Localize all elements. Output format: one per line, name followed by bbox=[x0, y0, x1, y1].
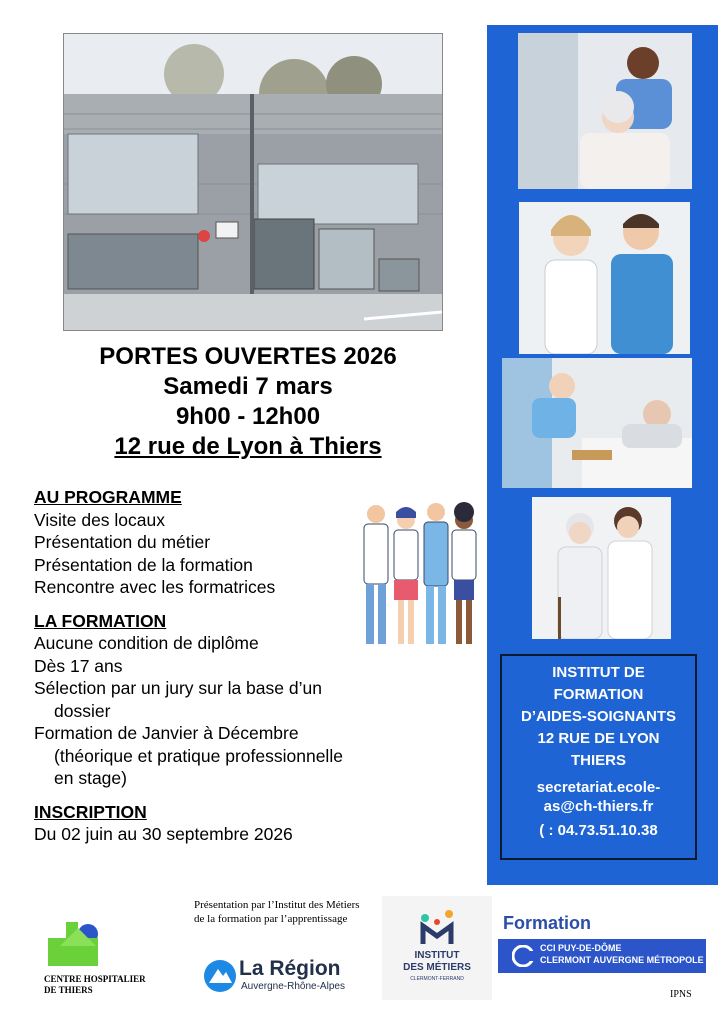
contact-line: FORMATION bbox=[553, 686, 644, 703]
cci-title: Formation bbox=[503, 913, 591, 933]
cci-formation-logo bbox=[498, 913, 706, 973]
formation-item: en stage) bbox=[54, 768, 127, 788]
ch-line: DE THIERS bbox=[44, 985, 93, 995]
ipns-mark: IPNS bbox=[670, 989, 692, 1000]
building-photo bbox=[63, 33, 443, 331]
programme-title: AU PROGRAMME bbox=[34, 487, 182, 507]
inscription-title: INSCRIPTION bbox=[34, 801, 147, 822]
event-date: Samedi 7 mars bbox=[163, 373, 333, 400]
contact-email-part2: as@ch-thiers.fr bbox=[543, 798, 654, 815]
contact-line: 12 RUE DE LYON bbox=[537, 730, 660, 747]
formation-item: Dès 17 ans bbox=[34, 655, 123, 676]
im-line: DES MÉTIERS bbox=[403, 962, 471, 973]
event-headline bbox=[48, 342, 448, 462]
im-line: CLERMONT-FERRAND bbox=[410, 976, 464, 982]
photo-patient-bed bbox=[502, 358, 692, 488]
photo-two-caregivers bbox=[519, 202, 690, 354]
la-region-logo bbox=[203, 955, 353, 995]
caregivers-illustration bbox=[356, 500, 486, 650]
event-title: PORTES OUVERTES 2026 bbox=[99, 343, 397, 370]
contact-phone[interactable]: ( : 04.73.51.10.38 bbox=[539, 822, 658, 839]
centre-hospitalier-logo bbox=[40, 918, 150, 998]
photo-walking-assist bbox=[532, 497, 671, 639]
cci-line: CCI PUY-DE-DÔME bbox=[540, 943, 622, 953]
region-name: La Région bbox=[239, 957, 341, 980]
cci-line: CLERMONT AUVERGNE MÉTROPOLE bbox=[540, 955, 704, 965]
im-line: INSTITUT bbox=[414, 950, 460, 961]
contact-line: INSTITUT DE bbox=[552, 664, 645, 681]
programme-item: Rencontre avec les formatrices bbox=[34, 577, 276, 597]
formation-item: (théorique et pratique professionnelle bbox=[54, 745, 343, 766]
programme-item: Visite des locaux bbox=[34, 509, 166, 530]
photo-nurse-elderly bbox=[518, 33, 692, 189]
contact-email[interactable] bbox=[502, 778, 695, 816]
formation-item: dossier bbox=[54, 700, 111, 721]
footer-note-line: Présentation par l’Institut des Métiers bbox=[194, 899, 360, 911]
formation-item: Formation de Janvier à Décembre bbox=[34, 723, 299, 743]
contact-line: D’AIDES-SOIGNANTS bbox=[520, 708, 676, 725]
formation-title: LA FORMATION bbox=[34, 610, 167, 631]
institut-des-metiers-logo bbox=[382, 896, 492, 1000]
event-address: 12 rue de Lyon à Thiers bbox=[114, 433, 382, 460]
event-hours: 9h00 - 12h00 bbox=[175, 403, 321, 430]
contact-email-part1: secretariat.ecole- bbox=[536, 779, 661, 796]
formation-item: Sélection par un jury sur la base d’un bbox=[34, 678, 322, 698]
contact-line: THIERS bbox=[570, 752, 626, 769]
inscription-dates: Du 02 juin au 30 septembre 2026 bbox=[34, 824, 293, 844]
region-subname: Auvergne-Rhône-Alpes bbox=[241, 981, 345, 992]
formation-item: Aucune condition de diplôme bbox=[34, 633, 259, 653]
footer-note bbox=[194, 898, 360, 926]
programme-item: Présentation de la formation bbox=[34, 554, 253, 575]
ch-line: CENTRE HOSPITALIER bbox=[44, 974, 146, 984]
programme-item: Présentation du métier bbox=[34, 532, 211, 552]
contact-box bbox=[500, 654, 697, 860]
footer-note-line: de la formation par l’apprentissage bbox=[194, 913, 348, 925]
